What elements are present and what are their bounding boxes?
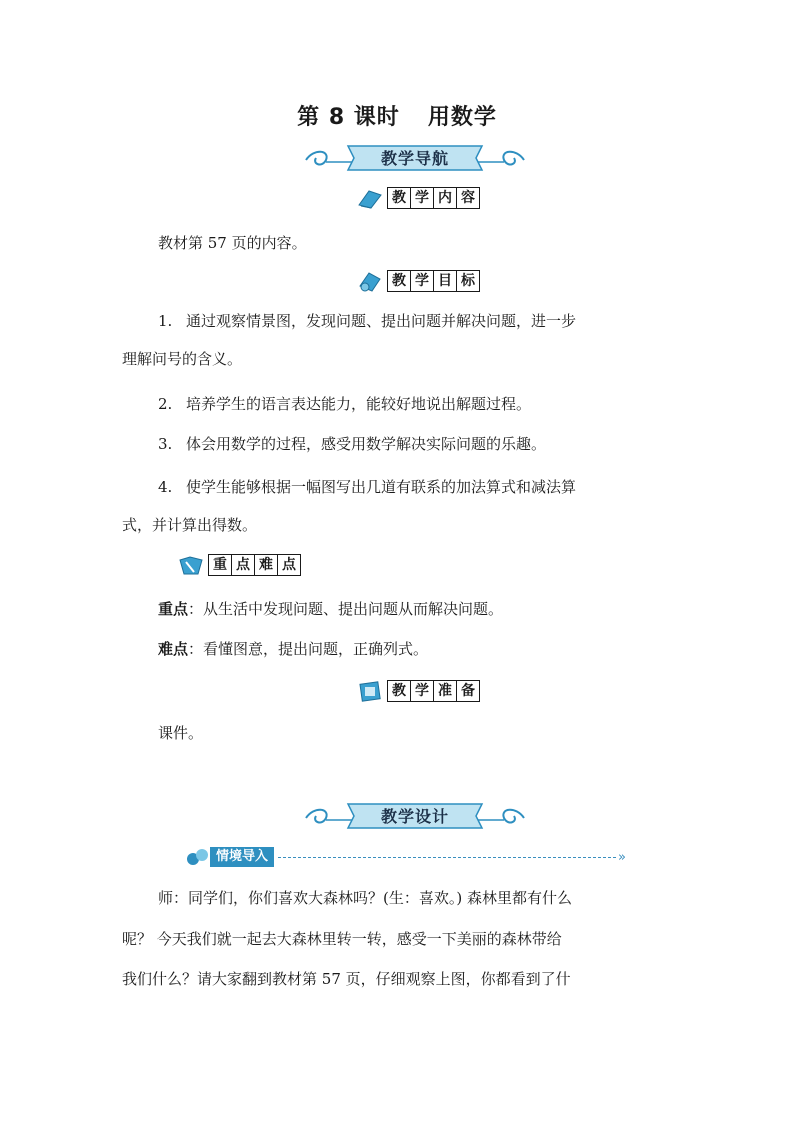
intro-text: 我们什么？请大家翻到教材第 57 页，仔细观察上图，你都看到了什 — [122, 970, 571, 988]
intro-line-2 — [122, 928, 682, 950]
section-teaching-prep — [357, 679, 480, 703]
key-point — [122, 598, 682, 620]
section-char: 学 — [411, 188, 434, 208]
section-label-box — [387, 270, 480, 292]
intro-line-1 — [122, 887, 682, 909]
goal-text: 培养学生的语言表达能力，能较好地说出解题过程。 — [186, 395, 532, 413]
section-char: 点 — [232, 555, 255, 575]
section-char: 重 — [209, 555, 232, 575]
key-label: 重点 — [158, 600, 189, 618]
intro-label: 情境导入 — [210, 847, 274, 867]
section-char: 标 — [461, 273, 475, 289]
banner-teaching-guide — [300, 142, 530, 174]
section-key-points — [178, 553, 301, 577]
goal-number: 3. — [158, 435, 173, 453]
goal-text: 式，并计算出得数。 — [122, 516, 258, 534]
goal-text: 体会用数学的过程，感受用数学解决实际问题的乐趣。 — [186, 435, 547, 453]
pencil-book-icon — [178, 554, 204, 576]
section-char: 学 — [411, 271, 434, 291]
banner-label: 教学导航 — [380, 149, 449, 168]
goal-item-4 — [122, 476, 682, 498]
intro-text: 师：同学们，你们喜欢大森林吗？(生：喜欢。) 森林里都有什么 — [158, 889, 572, 907]
section-char: 目 — [434, 271, 457, 291]
section-teaching-content — [357, 186, 480, 210]
section-char: 备 — [461, 683, 475, 699]
section-char: 难 — [255, 555, 278, 575]
section-label-box — [208, 554, 301, 576]
section-char: 准 — [434, 681, 457, 701]
lesson-number: 第 8 课时 — [297, 105, 400, 130]
goal-item-3 — [122, 433, 682, 455]
section-char: 教 — [388, 188, 411, 208]
intro-line-3 — [122, 968, 682, 990]
goal-item-1-cont — [122, 348, 682, 370]
section-char: 内 — [434, 188, 457, 208]
goal-number: 1. — [158, 312, 173, 330]
hard-label: 难点 — [158, 640, 189, 658]
hard-point — [122, 638, 682, 660]
puzzle-icon — [186, 847, 210, 867]
goal-text: 理解问号的含义。 — [122, 350, 243, 368]
banner-teaching-design — [300, 800, 530, 832]
goal-text: 使学生能够根据一幅图写出几道有联系的加法算式和减法算 — [186, 478, 577, 496]
section-teaching-goals — [357, 269, 480, 293]
banner-label: 教学设计 — [380, 807, 449, 826]
page-title — [0, 100, 794, 131]
book-icon — [357, 187, 383, 209]
hard-text: ：看懂图意，提出问题，正确列式。 — [188, 640, 429, 658]
prep-text: 课件。 — [158, 724, 204, 742]
section-char: 教 — [388, 681, 411, 701]
section-label-box — [387, 187, 480, 209]
prep-paragraph — [122, 722, 682, 744]
section-char: 容 — [461, 190, 475, 206]
content-paragraph — [122, 232, 682, 254]
section-char: 学 — [411, 681, 434, 701]
goal-number: 2. — [158, 395, 173, 413]
content-text: 教材第 57 页的内容。 — [158, 234, 307, 252]
goal-item-2 — [122, 393, 682, 415]
section-char: 点 — [282, 557, 296, 573]
goal-text: 通过观察情景图，发现问题、提出问题并解决问题，进一步 — [186, 312, 577, 330]
intro-header — [186, 846, 626, 868]
goal-item-4-cont — [122, 514, 682, 536]
goal-number: 4. — [158, 478, 173, 496]
goal-item-1 — [122, 310, 682, 332]
double-arrow-icon: » — [618, 849, 626, 865]
target-book-icon — [357, 270, 383, 292]
section-label-box — [387, 680, 480, 702]
dashed-line — [278, 857, 616, 858]
lesson-name: 用数学 — [427, 105, 497, 130]
intro-text: 呢？ 今天我们就一起去大森林里转一转，感受一下美丽的森林带给 — [122, 930, 562, 948]
section-char: 教 — [388, 271, 411, 291]
document-icon — [357, 680, 383, 702]
key-text: ：从生活中发现问题、提出问题从而解决问题。 — [188, 600, 504, 618]
